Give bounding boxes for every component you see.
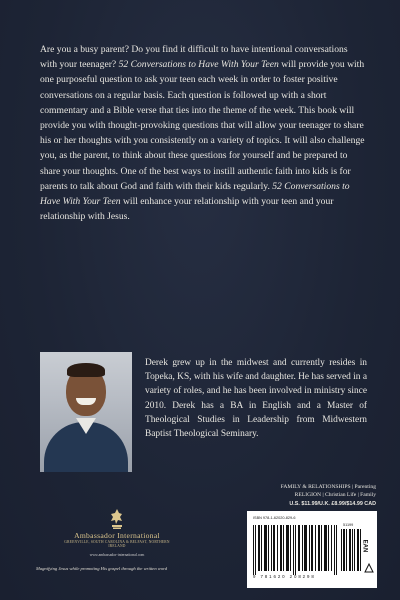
publisher-logo	[62, 508, 172, 557]
knight-icon	[107, 508, 127, 530]
book-title-italic: 52 Conversations to Have With Your Teen	[40, 180, 350, 208]
publisher-name: Ambassador International	[74, 531, 160, 540]
publisher-tagline: Magnifying Jesus while promoting His gospel through the written word	[36, 566, 168, 571]
publisher-location: GREENVILLE, SOUTH CAROLINA & BELFAST, NORTHERN IRELAND	[64, 540, 170, 548]
publisher-url: www.ambassador-international.com	[89, 553, 145, 557]
description-intro: Are you a busy parent? Do you find it difficult to have intentional conversations with your teenager?	[40, 44, 348, 71]
category-line-2: RELIGION | Christian Life | Family	[294, 492, 376, 499]
isbn-barcode	[247, 511, 377, 588]
author-bio: Derek grew up in the midwest and currently resides in Topeka, KS, with his wife and daughter. He has served in a variety of roles, and he has been involved in ministry since 2010. Derek has a BA in English and a Master of Theological Studies in Leadership from Midwestern Baptist Theological Seminary.	[145, 358, 367, 440]
isbn-label: ISBN 978-1-62020-829-6	[253, 516, 296, 520]
ean-label: EAN	[361, 539, 368, 553]
book-description	[40, 42, 366, 224]
description-closing: will enhance your relationship with your teen and your relationship with Jesus.	[40, 196, 334, 223]
description-body: will provide you with one purposeful question to ask your teen each week in order to foster positive conversations on a regular basis. Each question is followed up with a short commentary and a Bible verse that ties into the theme of the week. This book will provide you with thought-provoking questions that will allow your teenager to share his or her thoughts with you consistently on a variety of topics. It will also challenge you, as the parent, to think about these questions for yourself and be prepared to share your thoughts. One of the best ways to instill authentic faith into kids is for parents to talk about God and faith with their kids regularly.	[40, 59, 365, 192]
isbn-digits: 9 781620 208298	[253, 574, 316, 579]
book-title-italic: 52 Conversations to Have With Your Teen	[118, 59, 279, 71]
triangle-icon	[364, 563, 374, 573]
category-line-1: FAMILY & RELATIONSHIPS | Parenting	[280, 484, 376, 490]
barcode-bars	[253, 525, 339, 575]
price-code: 51199	[343, 523, 354, 527]
author-hair	[67, 363, 105, 377]
author-photo	[40, 352, 132, 472]
price-addon-bars	[341, 529, 361, 571]
category-block	[248, 483, 376, 508]
price-line: U.S. $11.99/U.K. £8.99/$14.99 CAD	[289, 500, 376, 507]
